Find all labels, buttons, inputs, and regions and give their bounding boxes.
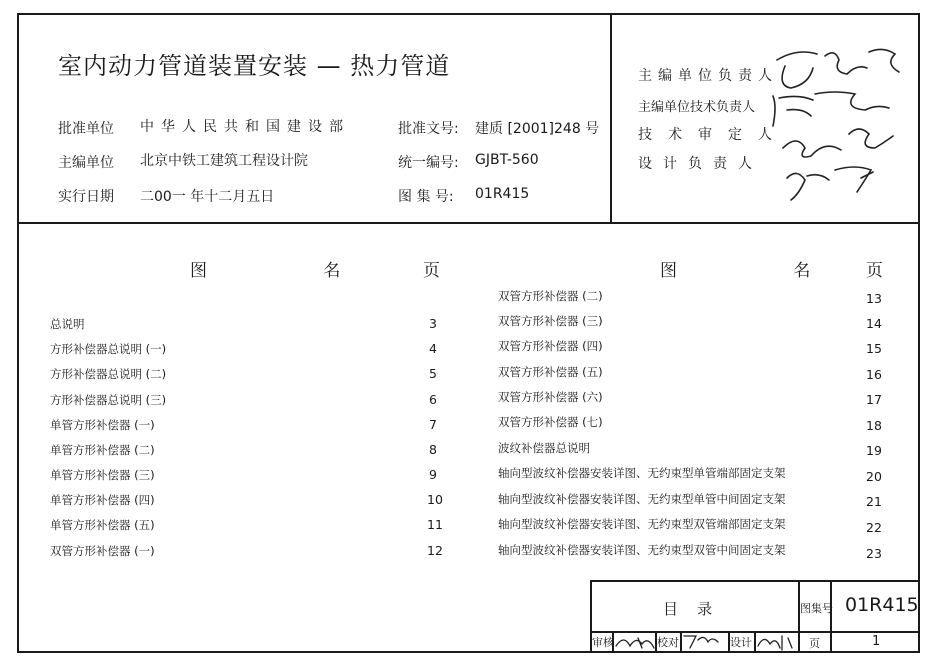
approval-unit: 中华人民共和国建设部 [140, 119, 350, 135]
list-item-page: 22 [866, 520, 882, 535]
approval-unit-label: 批准单位 [58, 121, 114, 137]
page-number: 1 [872, 634, 881, 649]
left-col-name-heading: 图 名 [190, 261, 353, 281]
list-item-name: 单管方形补偿器 (四) [50, 493, 155, 507]
atlas-number: 01R415 [845, 594, 919, 616]
atlas-no: 01R415 [475, 186, 530, 202]
list-item-page: 4 [429, 341, 437, 356]
list-item-name: 单管方形补偿器 (二) [50, 443, 155, 457]
list-item-name: 轴向型波纹补偿器安装详图、无约束型双管端部固定支架 [498, 517, 786, 531]
effective-date: 二00一 年十二月五日 [140, 189, 275, 205]
list-item-name: 单管方形补偿器 (一) [50, 418, 155, 432]
list-item-name: 波纹补偿器总说明 [498, 441, 590, 455]
list-item-name: 双管方形补偿器 (一) [50, 544, 155, 558]
list-item-name: 轴向型波纹补偿器安装详图、无约束型双管中间固定支架 [498, 543, 786, 557]
list-item-name: 方形补偿器总说明 (二) [50, 367, 167, 381]
right-col-name-heading: 图 名 [660, 261, 823, 281]
review-label: 审核 [592, 636, 614, 649]
resp-tech-lead: 主编单位技术负责人 [638, 100, 756, 115]
list-item-page: 12 [427, 543, 443, 558]
list-item-name: 轴向型波纹补偿器安装详图、无约束型单管端部固定支架 [498, 466, 786, 480]
list-item-name: 双管方形补偿器 (四) [498, 339, 603, 353]
list-item-page: 18 [866, 418, 882, 433]
page-label: 页 [809, 637, 820, 650]
page-title: 室内动力管道装置安装 — 热力管道 [58, 52, 451, 80]
list-item-page: 16 [866, 367, 882, 382]
editor-unit: 北京中铁工建筑工程设计院 [140, 153, 308, 169]
list-item-page: 19 [866, 443, 882, 458]
resp-tech-reviewer: 技术审定人 [638, 127, 788, 143]
list-item-page: 10 [427, 492, 443, 507]
list-item-name: 双管方形补偿器 (六) [498, 390, 603, 404]
list-item-name: 双管方形补偿器 (五) [498, 365, 603, 379]
list-item-page: 17 [866, 392, 882, 407]
atlas-no-label: 图 集 号: [398, 189, 454, 205]
list-item-page: 20 [866, 469, 882, 484]
header-divider [17, 222, 920, 224]
left-col-page-heading: 页 [423, 261, 440, 281]
list-item-page: 8 [429, 442, 437, 457]
right-col-page-heading: 页 [866, 261, 883, 281]
check-label: 校对 [657, 636, 679, 649]
list-item-page: 13 [866, 291, 882, 306]
handwritten-signatures [765, 38, 915, 208]
header-vertical-divider [610, 13, 612, 222]
list-item-name: 方形补偿器总说明 (三) [50, 393, 167, 407]
list-item-page: 6 [429, 392, 437, 407]
title-block-label: 目 录 [663, 600, 713, 618]
list-item-name: 双管方形补偿器 (二) [498, 289, 603, 303]
list-item-name: 单管方形补偿器 (三) [50, 468, 155, 482]
unified-no: GJBT-560 [475, 152, 539, 168]
list-item-name: 双管方形补偿器 (三) [498, 314, 603, 328]
list-item-name: 双管方形补偿器 (七) [498, 415, 603, 429]
approval-doc: 建质 [2001]248 号 [475, 121, 600, 137]
list-item-page: 15 [866, 341, 882, 356]
list-item-name: 总说明 [50, 317, 85, 331]
list-item-page: 23 [866, 546, 882, 561]
resp-design-lead: 设计负责人 [638, 156, 763, 172]
approval-doc-label: 批准文号: [398, 121, 459, 137]
unified-no-label: 统一编号: [398, 155, 459, 171]
effective-date-label: 实行日期 [58, 189, 114, 205]
list-item-name: 轴向型波纹补偿器安装详图、无约束型单管中间固定支架 [498, 492, 786, 506]
list-item-page: 5 [429, 366, 437, 381]
editor-unit-label: 主编单位 [58, 155, 114, 171]
list-item-page: 7 [429, 417, 437, 432]
title-block-signatures [612, 632, 802, 652]
list-item-page: 3 [429, 316, 437, 331]
resp-chief-editor: 主编单位负责人 [638, 68, 778, 84]
design-label: 设计 [730, 636, 752, 649]
list-item-name: 方形补偿器总说明 (一) [50, 342, 167, 356]
list-item-page: 14 [866, 316, 882, 331]
list-item-page: 11 [427, 517, 443, 532]
list-item-page: 21 [866, 494, 882, 509]
atlas-number-label: 图集号 [800, 602, 833, 615]
list-item-name: 单管方形补偿器 (五) [50, 518, 155, 532]
list-item-page: 9 [429, 467, 437, 482]
